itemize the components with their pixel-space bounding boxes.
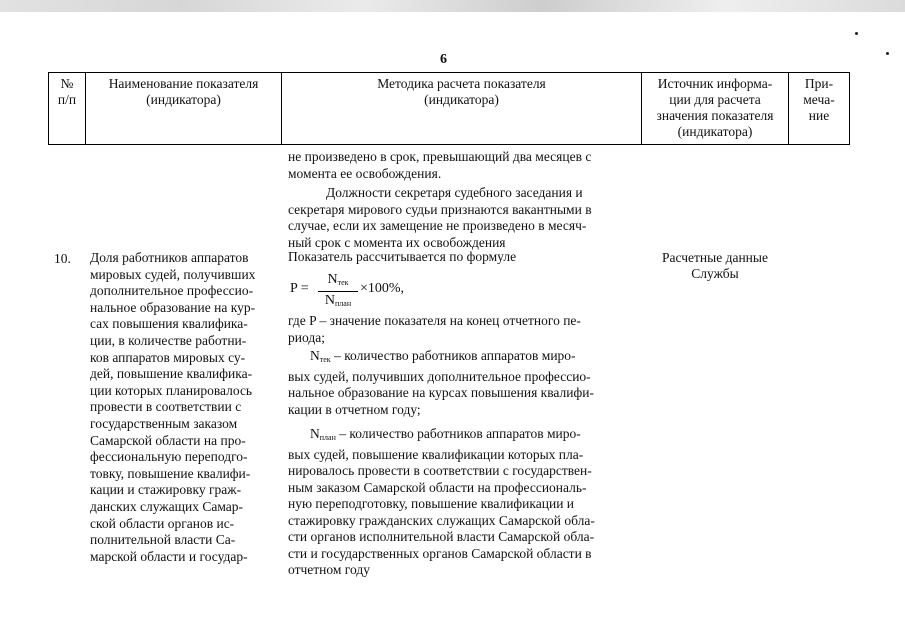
formula-rhs: ×100%, (360, 281, 405, 296)
header-information-source: Источник информа- ции для расчета значения показателя (индикатора) (656, 76, 774, 139)
header-indicator-name: Наименование показателя (индикатора) (108, 76, 259, 107)
formula-lhs: P = (290, 281, 309, 296)
formula-fraction: $N_{тек}$ $N_{план}$ (318, 272, 358, 311)
definition-n-plan: $N_{план}$ – количество работников аппаратов миро- вых судей, повышение квалификации которых пла- нировалось провести в соответствии с государствен- ным заказом Самарской области на профессиональ- ную переподготовку, повышение квалификации и стажировку гражданских служащих Самарской обла- сти органов исполнительной власти Самарской обла- сти и государственных органов Самарской области в отчетном году (288, 426, 595, 577)
page-number: 6 (440, 52, 447, 67)
scan-edge-artifact (0, 0, 905, 12)
formula (290, 272, 440, 306)
header-note: При- меча- ние (803, 76, 835, 123)
table-right-border (849, 72, 850, 145)
method-continuation: не произведено в срок, превышающий два месяцев с момента ее освобождения. Должности секретаря судебного заседания и секретаря мирового судьи признаются вакантными в случае, если их замещение не произведено в месяч- ный срок с момента их освобождения (288, 149, 592, 250)
header-number: № п/п (57, 76, 77, 107)
header-bottom-border (48, 144, 850, 145)
definition-n-tek: $N_{тек}$ – количество работников аппаратов миро- вых судей, получивших дополнительное профессио- нальное образование на курсах повышения квалифи- кации в отчетном году; (288, 348, 594, 417)
definition-p: где P – значение показателя на конец отчетного пе- риода; (288, 313, 581, 345)
header-calculation-method: Методика расчета показателя (индикатора) (377, 76, 546, 107)
scan-speck (855, 32, 858, 35)
information-source-cell: Расчетные данные Службы (662, 250, 768, 281)
indicator-name-cell: Доля работников аппаратов мировых судей, получивших дополнительное профессио- нальное образование на кур- сах повышения квалифика- ции, в количестве работни- ков аппаратов мировых су- дей, повышение квалифика- ции которых планировалось провести в соответствии с государственным заказом Самарской области на про- фессиональную переподго- товку, повышение квалифи- кации и стажировку граж- данских служащих Самар- ской области органов ис- полнительной власти Са- марской области и государ- (90, 250, 256, 564)
scan-speck (886, 52, 889, 55)
row-number: 10. (54, 251, 71, 266)
table-top-border (48, 72, 850, 73)
method-intro: Показатель рассчитывается по формуле (288, 249, 517, 264)
